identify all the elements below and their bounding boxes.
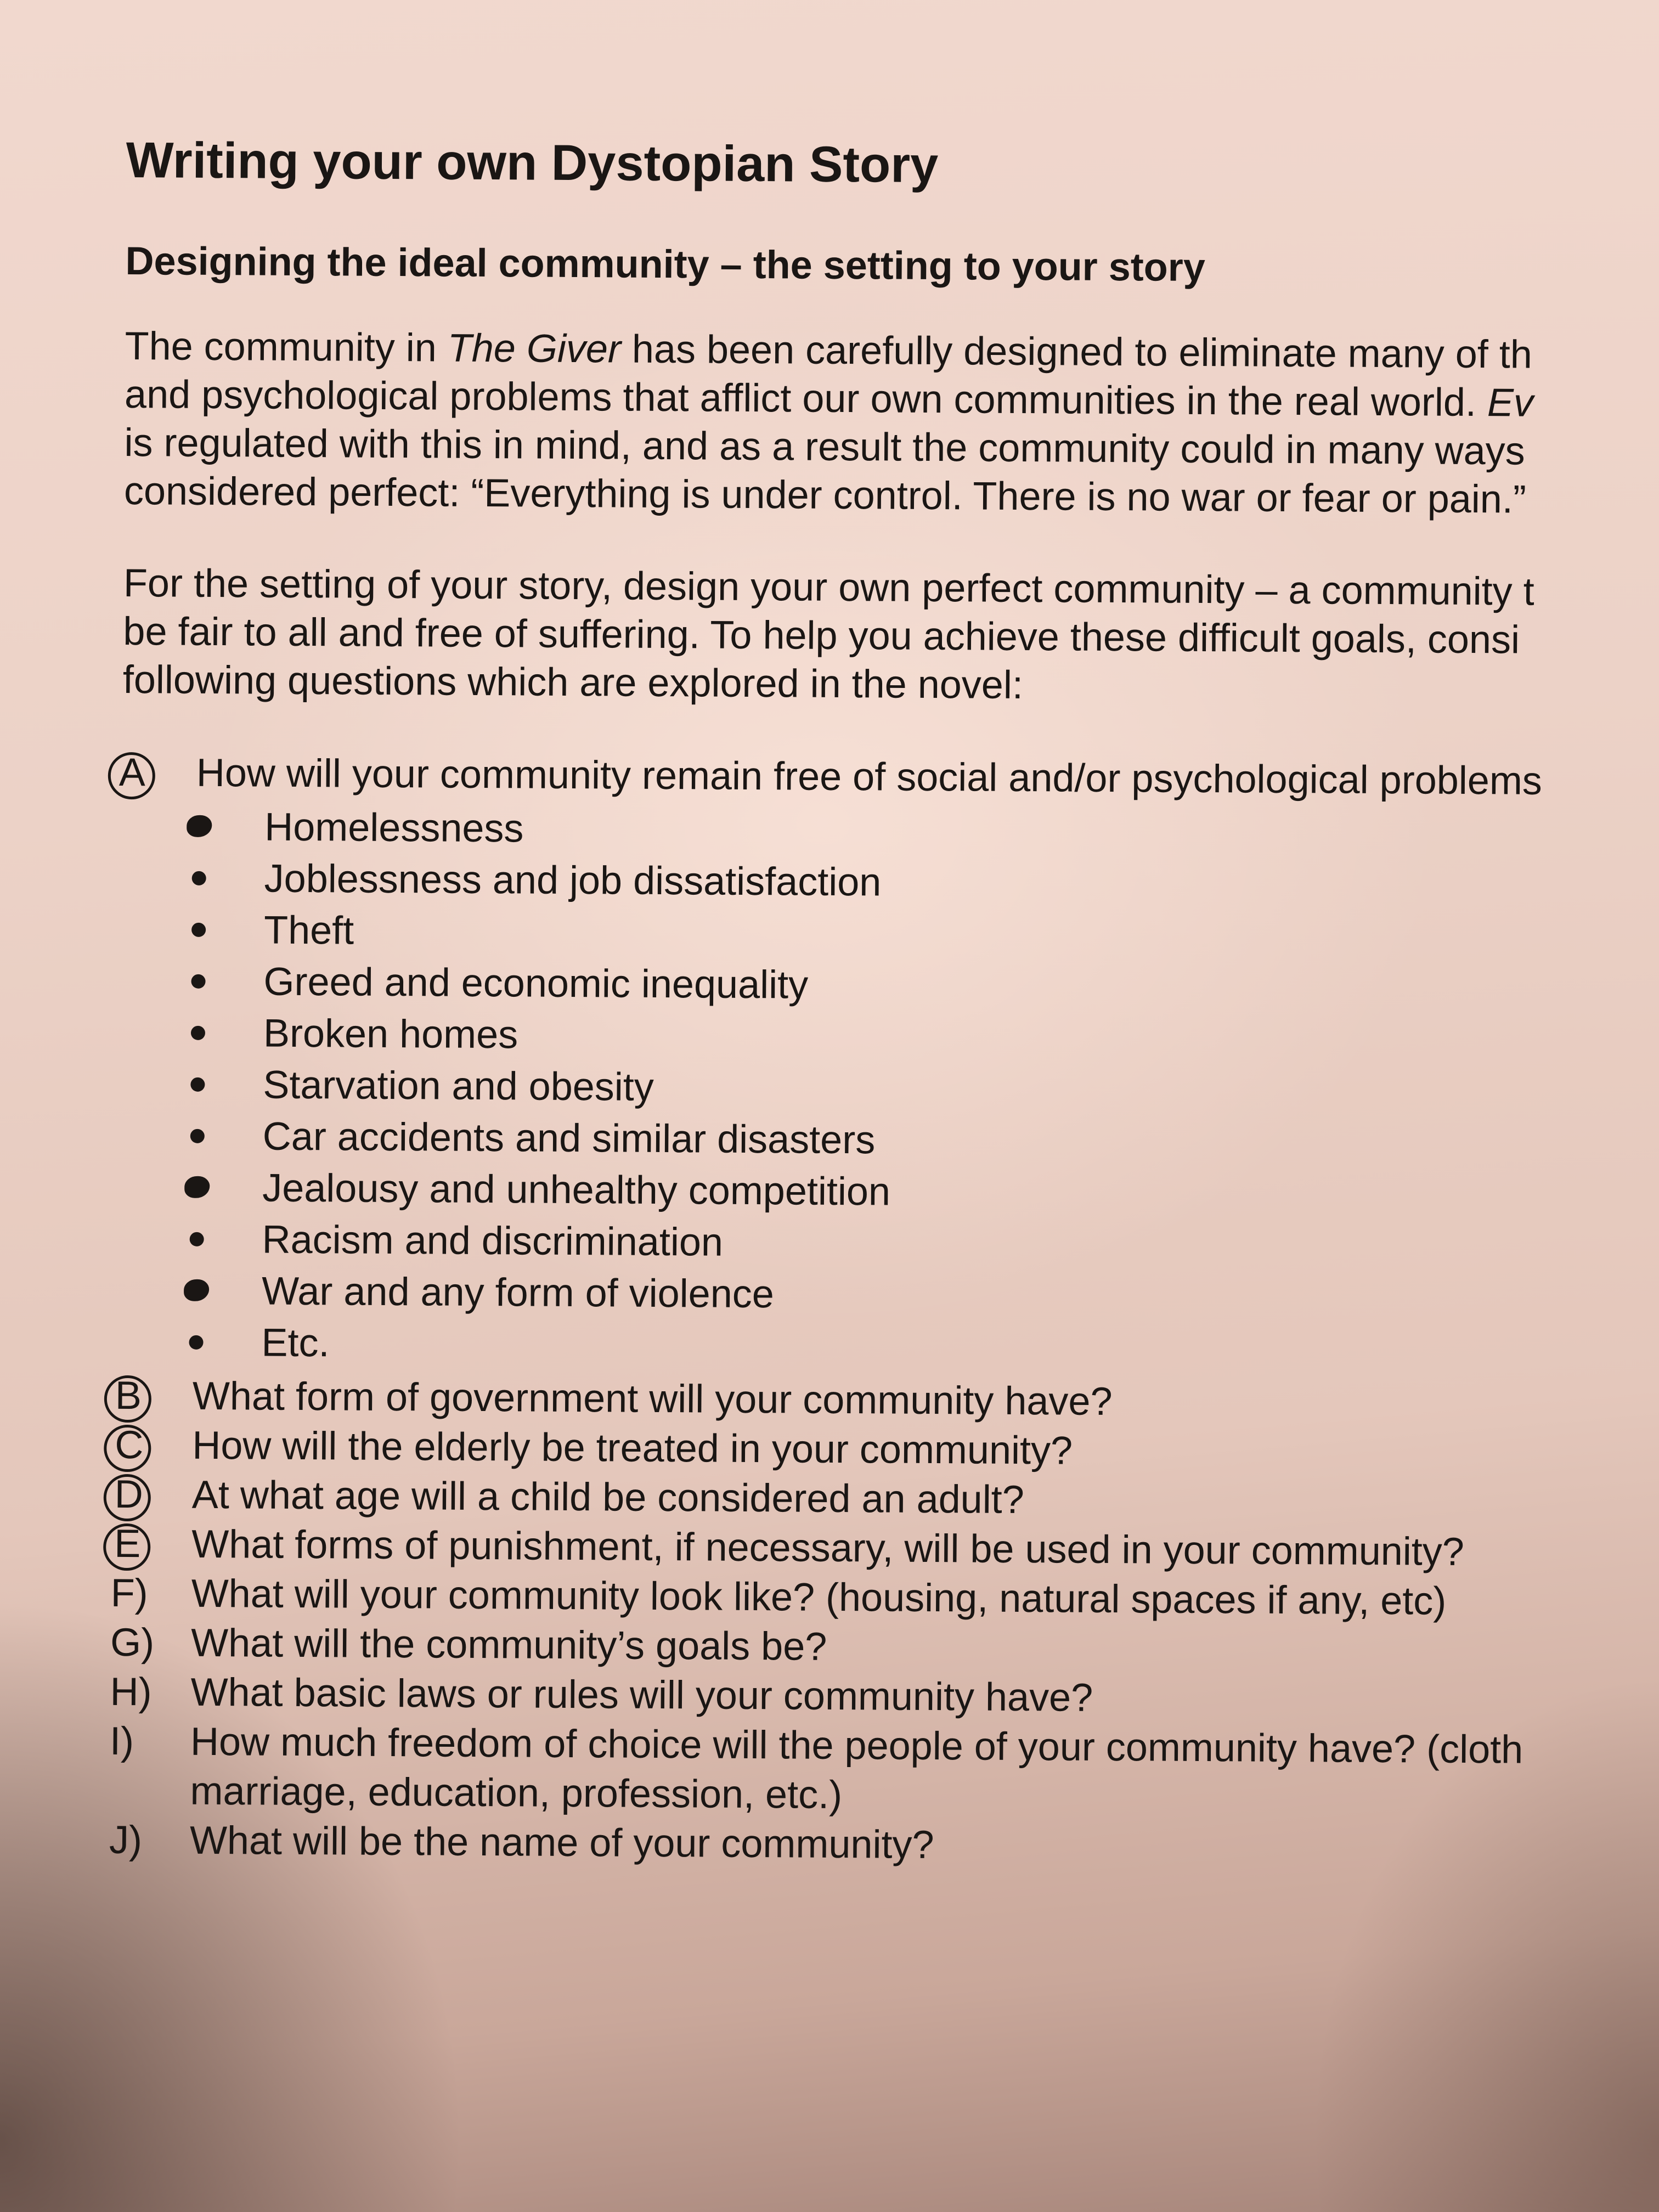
question-item bbox=[109, 1717, 1649, 1825]
question-text: What will the community’s goals be? bbox=[190, 1621, 827, 1669]
instructions-line-3: following questions which are explored in the novel: bbox=[122, 657, 1024, 708]
instructions-line-2: be fair to all and free of suffering. To help you achieve these difficult goals, consi bbox=[123, 609, 1520, 662]
list-item: War and any form of violence bbox=[119, 1265, 1652, 1325]
list-item: Car accidents and similar disasters bbox=[120, 1110, 1654, 1171]
question-item bbox=[115, 1420, 1651, 1479]
question-text: What will be the name of your community? bbox=[189, 1818, 934, 1867]
list-item: Broken homes bbox=[121, 1007, 1654, 1068]
bullet-dot bbox=[187, 815, 212, 837]
question-text: How much freedom of choice will the people of your community have? (cloth bbox=[190, 1719, 1523, 1772]
question-letter: I) bbox=[109, 1719, 134, 1764]
question-letter: F) bbox=[110, 1571, 148, 1616]
novel-title: The Giver bbox=[447, 326, 622, 371]
list-item: Etc. bbox=[119, 1316, 1652, 1377]
question-item bbox=[110, 1667, 1649, 1726]
question-list bbox=[109, 748, 1655, 1874]
intro-line-4: considered perfect: “Everything is under control. There is no war or fear or pain.” bbox=[123, 469, 1527, 522]
question-letter: J) bbox=[109, 1818, 143, 1863]
bullet-dot bbox=[192, 871, 206, 885]
question-letter: A bbox=[116, 748, 177, 798]
list-item: Homelessness bbox=[122, 800, 1655, 861]
bullet-dot bbox=[189, 1335, 203, 1350]
instructions-paragraph bbox=[123, 559, 1657, 713]
intro-line-3: is regulated with this in mind, and as a result the community could in many ways bbox=[124, 420, 1525, 473]
bullet-dot bbox=[191, 974, 205, 989]
problem-list bbox=[193, 801, 1655, 1377]
intro-paragraph bbox=[124, 322, 1658, 524]
instructions-line-1: For the setting of your story, design your own perfect community – a community t bbox=[123, 561, 1534, 614]
bullet-dot bbox=[190, 1077, 205, 1092]
list-item: Racism and discrimination bbox=[119, 1213, 1652, 1274]
question-item bbox=[110, 1568, 1650, 1627]
intro-line-2: and psychological problems that afflict our own communities in the real world. Ev bbox=[124, 372, 1534, 425]
question-text: What will your community look like? (housing, natural spaces if any, etc) bbox=[191, 1571, 1447, 1623]
bullet-dot bbox=[191, 923, 206, 937]
question-item bbox=[115, 1371, 1651, 1430]
question-letter: H) bbox=[110, 1669, 152, 1714]
bullet-dot bbox=[190, 1129, 205, 1143]
bullet-dot bbox=[184, 1176, 210, 1198]
question-item bbox=[109, 1815, 1649, 1874]
worksheet-content bbox=[109, 132, 1659, 1874]
question-text: How will the elderly be treated in your community? bbox=[192, 1423, 1073, 1473]
page-title: Writing your own Dystopian Story bbox=[126, 132, 939, 194]
question-text: What forms of punishment, if necessary, will be used in your community? bbox=[191, 1522, 1465, 1574]
question-letter: D bbox=[111, 1470, 172, 1520]
list-item: Theft bbox=[121, 904, 1655, 964]
question-letter: G) bbox=[110, 1620, 155, 1665]
question-item bbox=[114, 1470, 1651, 1528]
section-subtitle: Designing the ideal community – the setting to your story bbox=[125, 239, 1206, 290]
question-text: What basic laws or rules will your community have? bbox=[190, 1670, 1093, 1720]
intro-line-1: The community in The Giver has been carefully designed to eliminate many of th bbox=[125, 324, 1533, 377]
question-text-continued: marriage, education, profession, etc.) bbox=[190, 1769, 843, 1818]
question-text: How will your community remain free of social and/or psychological problems bbox=[196, 751, 1543, 803]
list-item: Jealousy and unhealthy competition bbox=[120, 1161, 1653, 1222]
question-letter: E bbox=[111, 1519, 172, 1569]
question-letter: C bbox=[111, 1420, 172, 1470]
question-item bbox=[110, 1618, 1650, 1677]
question-item bbox=[119, 748, 1655, 1377]
question-letter: B bbox=[112, 1371, 173, 1421]
question-text: At what age will a child be considered an adult? bbox=[191, 1472, 1025, 1522]
question-text: What form of government will your community have? bbox=[192, 1374, 1113, 1424]
list-item: Starvation and obesity bbox=[120, 1058, 1654, 1119]
list-item: Greed and economic inequality bbox=[121, 955, 1654, 1016]
bullet-dot bbox=[191, 1026, 205, 1040]
question-item bbox=[114, 1519, 1650, 1578]
bullet-dot bbox=[184, 1279, 209, 1301]
list-item: Joblessness and job dissatisfaction bbox=[121, 852, 1655, 913]
bullet-dot bbox=[190, 1232, 204, 1246]
